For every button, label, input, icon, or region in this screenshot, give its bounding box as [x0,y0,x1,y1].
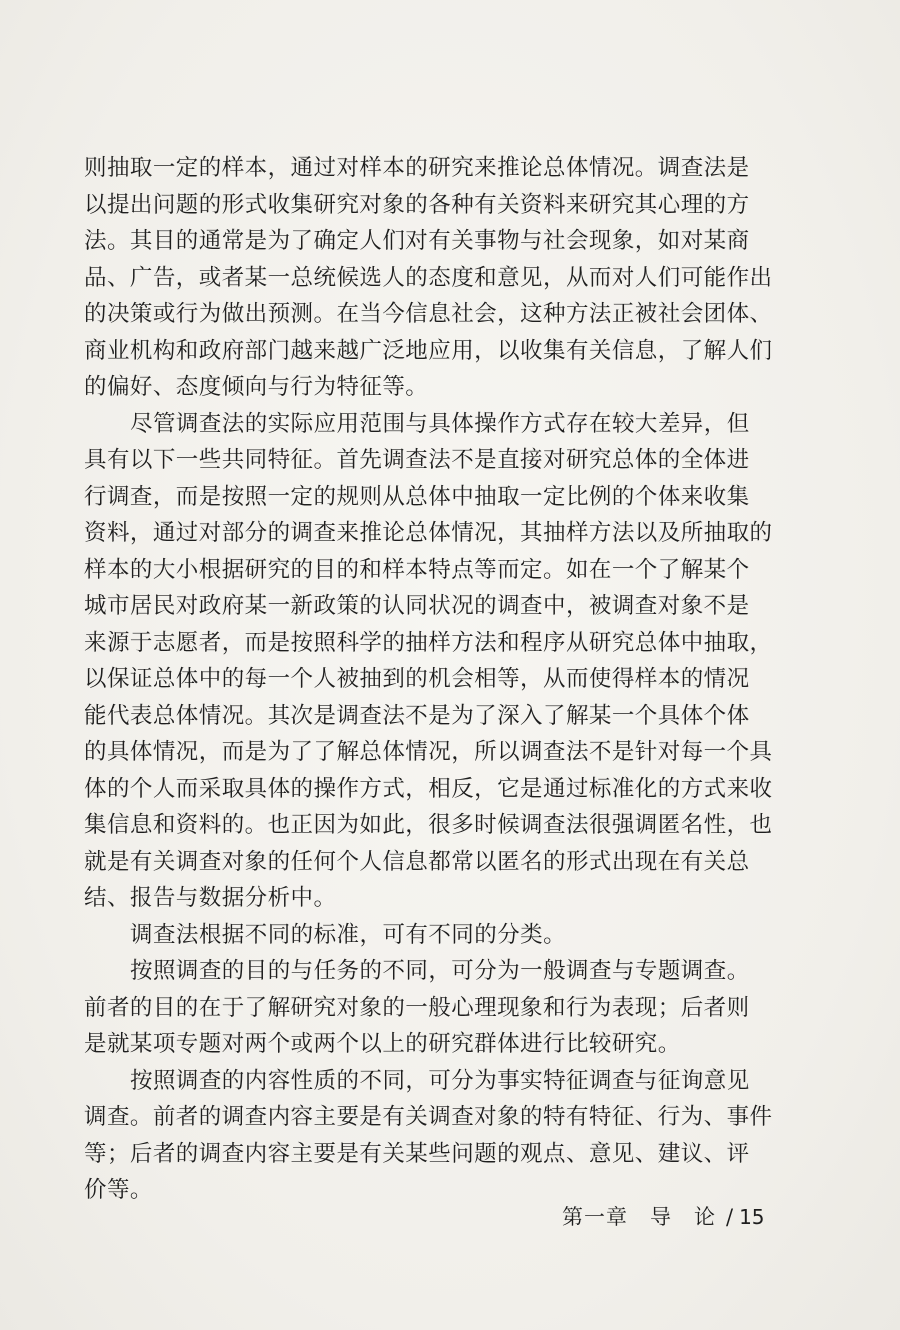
text-line: 尽管调查法的实际应用范围与具体操作方式存在较大差异，但 [130,410,750,437]
text-line: 则抽取一定的样本，通过对样本的研究来推论总体情况。调查法是 [84,155,750,181]
text-line: 品、广告，或者某一总统候选人的态度和意见，从而对人们可能作出 [84,264,773,291]
text-line: 调查。前者的调查内容主要是有关调查对象的特有特征、行为、事件 [84,1104,773,1130]
text-line: 等；后者的调查内容主要是有关某些问题的观点、意见、建议、评 [84,1140,750,1167]
text-line: 是就某项专题对两个或两个以上的研究群体进行比较研究。 [84,1031,681,1057]
text-line: 结、报告与数据分析中。 [84,885,337,911]
text-line: 体的个人而采取具体的操作方式，相反，它是通过标准化的方式来收 [84,775,773,802]
text-line: 商业机构和政府部门越来越广泛地应用，以收集有关信息，了解人们 [84,337,773,364]
text-line: 样本的大小根据研究的目的和样本特点等而定。如在一个了解某个 [84,556,750,583]
paragraph-5 [84,1063,774,1209]
text-line: 能代表总体情况。其次是调查法不是为了深入了解某一个具体个体 [84,702,750,729]
paragraph-4 [84,953,774,1063]
text-line: 价等。 [84,1177,153,1203]
paragraph-2 [84,406,774,917]
text-line: 的决策或行为做出预测。在当今信息社会，这种方法正被社会团体、 [84,301,773,327]
text-line: 就是有关调查对象的任何个人信息都常以匿名的形式出现在有关总 [84,848,750,875]
text-line: 按照调查的内容性质的不同，可分为事实特征调查与征询意见 [130,1067,750,1094]
text-line: 法。其目的通常是为了确定人们对有关事物与社会现象，如对某商 [84,228,750,254]
footer-separator: / [726,1205,734,1229]
text-line: 来源于志愿者，而是按照科学的抽样方法和程序从研究总体中抽取， [84,629,773,656]
chapter-title: 第一章 导 论 [562,1205,716,1229]
text-line: 前者的目的在于了解研究对象的一般心理现象和行为表现；后者则 [84,994,750,1021]
text-line: 集信息和资料的。也正因为如此，很多时候调查法很强调匿名性，也 [84,812,773,838]
text-line: 城市居民对政府某一新政策的认同状况的调查中，被调查对象不是 [84,593,750,619]
text-line: 以提出问题的形式收集研究对象的各种有关资料来研究其心理的方 [84,191,750,218]
text-line: 按照调查的目的与任务的不同，可分为一般调查与专题调查。 [130,958,750,984]
page-footer [562,1203,765,1231]
text-line: 行调查，而是按照一定的规则从总体中抽取一定比例的个体来收集 [84,483,750,510]
paragraph-3 [84,917,774,954]
paragraph-1 [84,150,774,406]
body-text [84,150,774,1209]
text-line: 的偏好、态度倾向与行为特征等。 [84,374,429,400]
text-line: 的具体情况，而是为了了解总体情况，所以调查法不是针对每一个具 [84,739,773,765]
text-line: 调查法根据不同的标准，可有不同的分类。 [130,921,567,948]
page-number: 15 [739,1205,765,1229]
text-line: 资料，通过对部分的调查来推论总体情况，其抽样方法以及所抽取的 [84,520,773,546]
text-line: 具有以下一些共同特征。首先调查法不是直接对研究总体的全体进 [84,447,750,473]
text-line: 以保证总体中的每一个人被抽到的机会相等，从而使得样本的情况 [84,666,750,692]
